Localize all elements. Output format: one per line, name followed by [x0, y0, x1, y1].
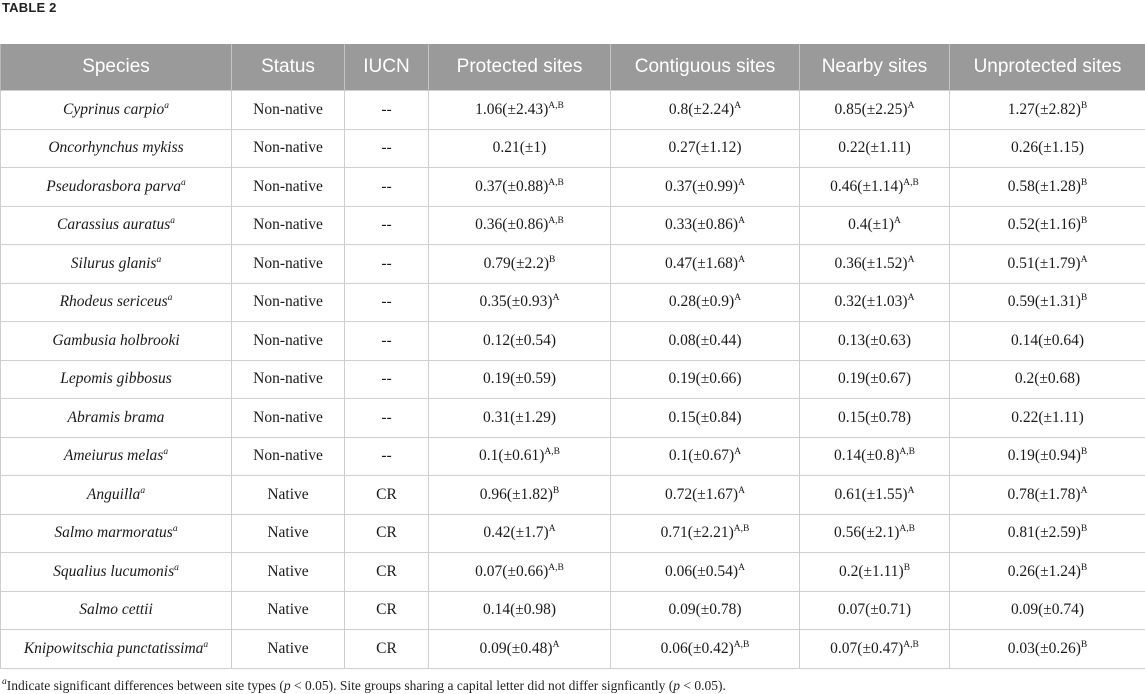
table-row [1, 168, 1145, 207]
cell-protected-sites [429, 630, 611, 669]
cell-nearby-sites [800, 245, 950, 284]
cell-nearby-sites [800, 206, 950, 245]
group-letters: A,B [734, 524, 750, 534]
table-row [1, 399, 1145, 438]
cell-protected-sites [429, 514, 611, 553]
header-status: Status [232, 44, 345, 91]
group-letters: A [908, 486, 915, 496]
group-letters: A [908, 101, 915, 111]
species-name: Knipowitschia punctatissima [24, 640, 204, 657]
cell-status: Native [232, 553, 345, 592]
cell-iucn: -- [345, 399, 429, 438]
value: 0.71(±2.21) [661, 524, 734, 541]
group-letters: A [1081, 255, 1088, 265]
cell-unprotected-sites [950, 591, 1145, 630]
cell-protected-sites [429, 360, 611, 399]
value: 0.07(±0.47) [830, 640, 903, 657]
cell-status: Non-native [232, 283, 345, 322]
species-name: Gambusia holbrooki [52, 332, 179, 349]
table-caption: TABLE 2 [2, 0, 57, 15]
cell-unprotected-sites [950, 630, 1145, 669]
cell-protected-sites [429, 91, 611, 130]
group-letters: A,B [899, 447, 915, 457]
value: 0.32(±1.03) [835, 293, 908, 310]
value: 0.09(±0.74) [1011, 601, 1084, 618]
cell-unprotected-sites [950, 360, 1145, 399]
value: 0.06(±0.54) [665, 563, 738, 580]
cell-contiguous-sites [611, 437, 800, 476]
cell-unprotected-sites [950, 91, 1145, 130]
value: 0.42(±1.7) [483, 524, 548, 541]
group-letters: A [734, 447, 741, 457]
group-letters: A [734, 101, 741, 111]
footnote-p-value-2: p [673, 678, 680, 693]
value: 0.61(±1.55) [835, 486, 908, 503]
cell-contiguous-sites [611, 283, 800, 322]
cell-iucn: -- [345, 322, 429, 361]
species-name: Pseudorasbora parva [46, 178, 181, 195]
cell-nearby-sites [800, 514, 950, 553]
group-letters: B [1081, 524, 1087, 534]
cell-contiguous-sites [611, 553, 800, 592]
significance-mark: a [156, 255, 161, 265]
group-letters: A [738, 178, 745, 188]
group-letters: A,B [548, 563, 564, 573]
table-row [1, 514, 1145, 553]
cell-iucn: -- [345, 360, 429, 399]
cell-contiguous-sites [611, 360, 800, 399]
species-name: Salmo cettii [79, 601, 153, 618]
header-unprotected-sites: Unprotected sites [950, 44, 1145, 91]
header-iucn: IUCN [345, 44, 429, 91]
table-row [1, 553, 1145, 592]
value: 0.21(±1) [493, 139, 547, 156]
cell-protected-sites [429, 283, 611, 322]
cell-status: Non-native [232, 206, 345, 245]
group-letters: B [549, 255, 555, 265]
significance-mark: a [203, 640, 208, 650]
cell-species [1, 91, 232, 130]
cell-unprotected-sites [950, 168, 1145, 207]
table-row [1, 129, 1145, 168]
cell-iucn: -- [345, 437, 429, 476]
group-letters: A,B [544, 447, 560, 457]
value: 0.31(±1.29) [483, 409, 556, 426]
footnote-text-2: < 0.05). Site groups sharing a capital letter did not differ signficantly ( [291, 678, 674, 693]
value: 0.51(±1.79) [1008, 255, 1081, 272]
cell-iucn: CR [345, 476, 429, 515]
cell-unprotected-sites [950, 437, 1145, 476]
value: 0.56(±2.1) [834, 524, 899, 541]
cell-contiguous-sites [611, 399, 800, 438]
value: 0.19(±0.67) [838, 370, 911, 387]
species-name: Rhodeus sericeus [60, 293, 168, 310]
cell-unprotected-sites [950, 283, 1145, 322]
group-letters: B [1081, 563, 1087, 573]
group-letters: A,B [899, 524, 915, 534]
value: 0.14(±0.98) [483, 601, 556, 618]
cell-iucn: -- [345, 91, 429, 130]
table-header-row [1, 44, 1145, 91]
cell-unprotected-sites [950, 553, 1145, 592]
cell-nearby-sites [800, 168, 950, 207]
value: 0.15(±0.84) [668, 409, 741, 426]
value: 0.1(±0.61) [479, 447, 544, 464]
significance-mark: a [140, 486, 145, 496]
cell-species [1, 514, 232, 553]
cell-protected-sites [429, 399, 611, 438]
table-row [1, 437, 1145, 476]
group-letters: A,B [548, 101, 564, 111]
table-row [1, 283, 1145, 322]
header-protected-sites: Protected sites [429, 44, 611, 91]
table-row [1, 476, 1145, 515]
cell-unprotected-sites [950, 399, 1145, 438]
value: 0.07(±0.66) [475, 563, 548, 580]
table-row [1, 591, 1145, 630]
header-nearby-sites: Nearby sites [800, 44, 950, 91]
group-letters: A [1081, 486, 1088, 496]
species-name: Anguilla [87, 486, 140, 503]
group-letters: B [904, 563, 910, 573]
cell-iucn: -- [345, 129, 429, 168]
value: 0.22(±1.11) [838, 139, 911, 156]
value: 0.19(±0.59) [483, 370, 556, 387]
significance-mark: a [164, 101, 169, 111]
group-letters: A [908, 255, 915, 265]
group-letters: B [1081, 216, 1087, 226]
value: 0.37(±0.99) [665, 178, 738, 195]
cell-nearby-sites [800, 399, 950, 438]
significance-mark: a [173, 524, 178, 534]
cell-iucn: -- [345, 206, 429, 245]
group-letters: B [553, 486, 559, 496]
cell-status: Non-native [232, 168, 345, 207]
value: 0.14(±0.64) [1011, 332, 1084, 349]
value: 0.15(±0.78) [838, 409, 911, 426]
cell-iucn: -- [345, 168, 429, 207]
cell-nearby-sites [800, 476, 950, 515]
table-row [1, 322, 1145, 361]
data-table [0, 44, 1145, 669]
cell-species [1, 630, 232, 669]
group-letters: A [894, 216, 901, 226]
cell-nearby-sites [800, 553, 950, 592]
cell-contiguous-sites [611, 206, 800, 245]
cell-status: Non-native [232, 91, 345, 130]
cell-status: Native [232, 514, 345, 553]
table-row [1, 206, 1145, 245]
species-name: Ameiurus melas [64, 447, 163, 464]
value: 0.36(±0.86) [475, 216, 548, 233]
cell-status: Non-native [232, 360, 345, 399]
footnote-mark: a [2, 677, 7, 687]
value: 0.19(±0.66) [668, 370, 741, 387]
cell-iucn: CR [345, 630, 429, 669]
species-name: Squalius lucumonis [53, 563, 174, 580]
cell-contiguous-sites [611, 591, 800, 630]
value: 0.36(±1.52) [835, 255, 908, 272]
significance-mark: a [181, 178, 186, 188]
group-letters: A [738, 563, 745, 573]
significance-mark: a [174, 563, 179, 573]
cell-protected-sites [429, 168, 611, 207]
table-row [1, 360, 1145, 399]
group-letters: A [738, 216, 745, 226]
value: 0.58(±1.28) [1008, 178, 1081, 195]
cell-species [1, 283, 232, 322]
group-letters: A [738, 486, 745, 496]
value: 0.47(±1.68) [665, 255, 738, 272]
cell-nearby-sites [800, 91, 950, 130]
footnote-text-3: < 0.05). [680, 678, 726, 693]
group-letters: A [549, 524, 556, 534]
value: 0.35(±0.93) [480, 293, 553, 310]
cell-protected-sites [429, 322, 611, 361]
group-letters: B [1081, 101, 1087, 111]
table-row [1, 245, 1145, 284]
value: 0.26(±1.24) [1008, 563, 1081, 580]
cell-nearby-sites [800, 283, 950, 322]
cell-species [1, 476, 232, 515]
value: 0.2(±0.68) [1015, 370, 1080, 387]
cell-nearby-sites [800, 630, 950, 669]
value: 0.06(±0.42) [661, 640, 734, 657]
value: 0.78(±1.78) [1008, 486, 1081, 503]
cell-contiguous-sites [611, 168, 800, 207]
value: 0.14(±0.8) [834, 447, 899, 464]
cell-status: Non-native [232, 322, 345, 361]
value: 0.79(±2.2) [484, 255, 549, 272]
cell-species [1, 591, 232, 630]
cell-species [1, 245, 232, 284]
significance-mark: a [170, 216, 175, 226]
cell-protected-sites [429, 129, 611, 168]
significance-mark: a [168, 293, 173, 303]
cell-contiguous-sites [611, 514, 800, 553]
cell-species [1, 360, 232, 399]
cell-protected-sites [429, 245, 611, 284]
group-letters: B [1081, 640, 1087, 650]
footnote-text-1: Indicate significant differences between site types ( [7, 678, 284, 693]
cell-status: Non-native [232, 437, 345, 476]
group-letters: A [553, 293, 560, 303]
cell-status: Native [232, 591, 345, 630]
cell-species [1, 129, 232, 168]
value: 0.72(±1.67) [665, 486, 738, 503]
cell-nearby-sites [800, 437, 950, 476]
value: 0.08(±0.44) [668, 332, 741, 349]
group-letters: B [1081, 293, 1087, 303]
value: 0.33(±0.86) [665, 216, 738, 233]
cell-unprotected-sites [950, 245, 1145, 284]
cell-species [1, 322, 232, 361]
cell-unprotected-sites [950, 129, 1145, 168]
cell-contiguous-sites [611, 129, 800, 168]
group-letters: A [553, 640, 560, 650]
species-name: Carassius auratus [57, 216, 170, 233]
value: 0.09(±0.48) [480, 640, 553, 657]
cell-protected-sites [429, 553, 611, 592]
cell-protected-sites [429, 437, 611, 476]
value: 0.8(±2.24) [669, 101, 734, 118]
value: 0.2(±1.11) [839, 563, 904, 580]
group-letters: B [1081, 178, 1087, 188]
cell-species [1, 437, 232, 476]
value: 1.06(±2.43) [475, 101, 548, 118]
cell-contiguous-sites [611, 91, 800, 130]
value: 0.81(±2.59) [1008, 524, 1081, 541]
table-body [1, 91, 1145, 669]
cell-iucn: CR [345, 553, 429, 592]
cell-contiguous-sites [611, 476, 800, 515]
group-letters: A [908, 293, 915, 303]
footnote [2, 678, 726, 694]
value: 0.19(±0.94) [1008, 447, 1081, 464]
group-letters: A,B [548, 178, 564, 188]
value: 0.59(±1.31) [1008, 293, 1081, 310]
cell-status: Native [232, 476, 345, 515]
value: 0.03(±0.26) [1008, 640, 1081, 657]
value: 0.12(±0.54) [483, 332, 556, 349]
group-letters: A,B [903, 178, 919, 188]
group-letters: A,B [903, 640, 919, 650]
cell-contiguous-sites [611, 630, 800, 669]
group-letters: B [1081, 447, 1087, 457]
value: 0.85(±2.25) [835, 101, 908, 118]
value: 0.1(±0.67) [669, 447, 734, 464]
cell-status: Non-native [232, 245, 345, 284]
value: 0.09(±0.78) [668, 601, 741, 618]
cell-unprotected-sites [950, 206, 1145, 245]
cell-species [1, 399, 232, 438]
cell-iucn: CR [345, 591, 429, 630]
value: 0.46(±1.14) [830, 178, 903, 195]
value: 0.37(±0.88) [475, 178, 548, 195]
cell-status: Non-native [232, 399, 345, 438]
cell-species [1, 206, 232, 245]
species-name: Lepomis gibbosus [60, 370, 172, 387]
cell-nearby-sites [800, 360, 950, 399]
cell-nearby-sites [800, 322, 950, 361]
group-letters: A [738, 255, 745, 265]
species-name: Abramis brama [68, 409, 165, 426]
header-species: Species [1, 44, 232, 91]
table-row [1, 630, 1145, 669]
value: 0.28(±0.9) [669, 293, 734, 310]
value: 0.52(±1.16) [1008, 216, 1081, 233]
value: 0.07(±0.71) [838, 601, 911, 618]
group-letters: A,B [734, 640, 750, 650]
footnote-p-value-1: p [284, 678, 291, 693]
cell-species [1, 168, 232, 207]
group-letters: A [734, 293, 741, 303]
cell-unprotected-sites [950, 514, 1145, 553]
cell-nearby-sites [800, 591, 950, 630]
value: 0.27(±1.12) [668, 139, 741, 156]
value: 0.26(±1.15) [1011, 139, 1084, 156]
header-contiguous-sites: Contiguous sites [611, 44, 800, 91]
cell-protected-sites [429, 206, 611, 245]
value: 0.4(±1) [848, 216, 894, 233]
value: 1.27(±2.82) [1008, 101, 1081, 118]
cell-protected-sites [429, 591, 611, 630]
cell-status: Non-native [232, 129, 345, 168]
value: 0.96(±1.82) [480, 486, 553, 503]
value: 0.22(±1.11) [1011, 409, 1084, 426]
cell-unprotected-sites [950, 476, 1145, 515]
cell-iucn: -- [345, 245, 429, 284]
cell-contiguous-sites [611, 322, 800, 361]
cell-nearby-sites [800, 129, 950, 168]
species-name: Salmo marmoratus [54, 524, 172, 541]
table-row [1, 91, 1145, 130]
cell-iucn: CR [345, 514, 429, 553]
group-letters: A,B [548, 216, 564, 226]
cell-protected-sites [429, 476, 611, 515]
cell-unprotected-sites [950, 322, 1145, 361]
significance-mark: a [163, 447, 168, 457]
species-name: Oncorhynchus mykiss [48, 139, 183, 156]
cell-status: Native [232, 630, 345, 669]
species-name: Cyprinus carpio [63, 101, 164, 118]
cell-contiguous-sites [611, 245, 800, 284]
value: 0.13(±0.63) [838, 332, 911, 349]
species-name: Silurus glanis [71, 255, 157, 272]
cell-iucn: -- [345, 283, 429, 322]
cell-species [1, 553, 232, 592]
